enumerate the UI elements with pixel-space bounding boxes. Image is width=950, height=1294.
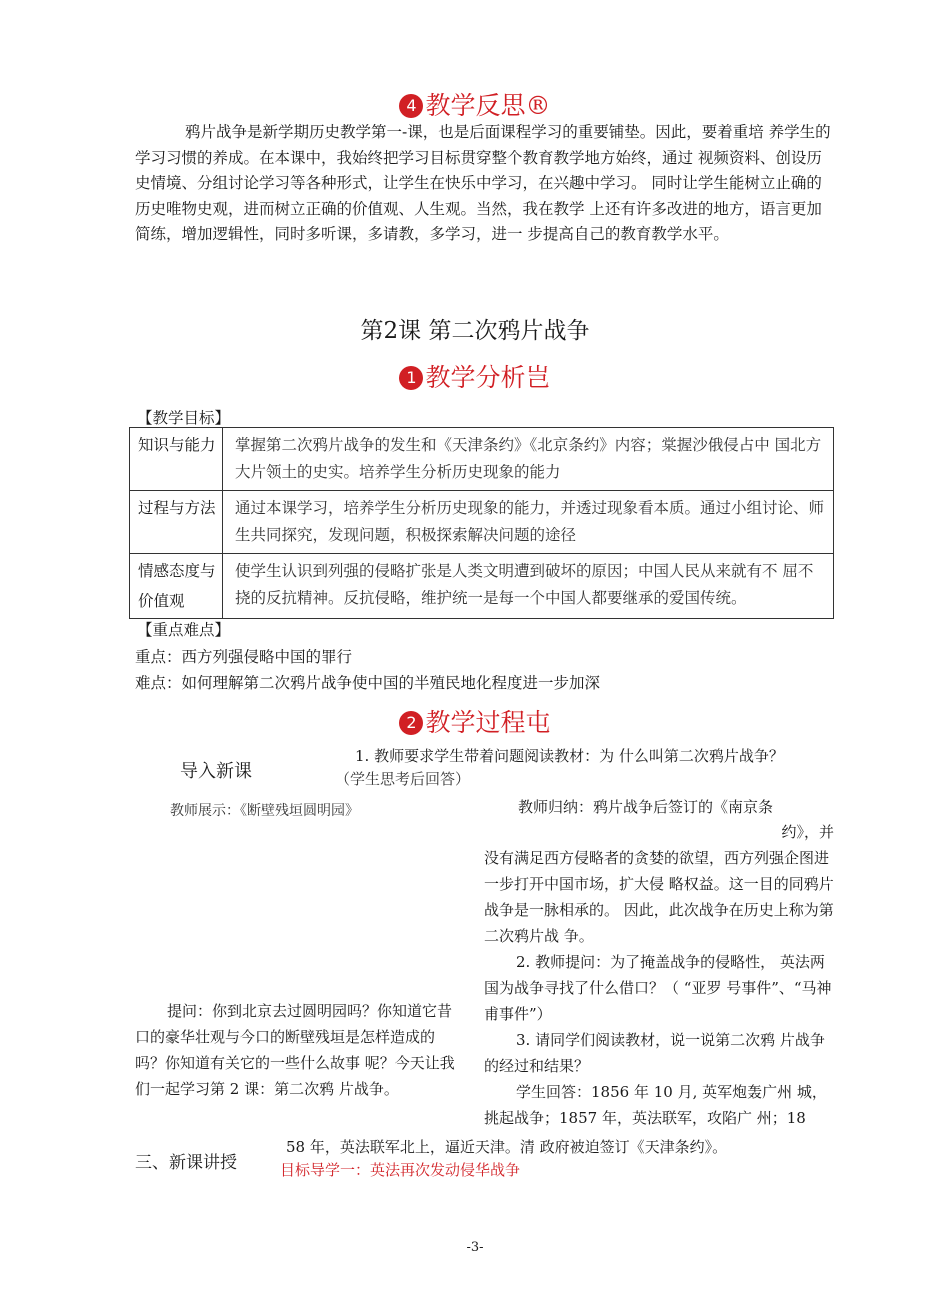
keypoints-label: 【重点难点】 xyxy=(137,621,231,639)
goal-key: 知识与能力 xyxy=(130,428,223,491)
process-heading xyxy=(0,703,950,739)
intro-question: 提问：你到北京去过圆明园吗？你知道它昔口的豪华壮观与今口的断壁残垣是怎样造成的吗？你知道有关它的一些什么故事 呢？今天让我们一起学习第 2 课：第二次鸦 片战争。 xyxy=(135,1002,455,1098)
summary-line-b: 约》，并 xyxy=(781,823,834,841)
goal-key: 过程与方法 xyxy=(130,491,223,554)
key-point: 重点：西方列强侵略中国的罪行 xyxy=(135,648,353,666)
summary-line-a: 教师归纳：鸦片战争后签订的《南京条 xyxy=(518,798,774,816)
goals-table xyxy=(129,427,834,619)
reflection-text: 鸦片战争是新学期历史教学第一-课，也是后面课程学习的重要铺垫。因此，要着重培 养学生的学习习惯的养成。在本课中，我始终把学习目标贯穿整个教育教学地方始终，通过 视频资料、创设历史情境、分组讨论学习等各种形式，让学生在快乐中学习，在兴趣中学习。 同时让学生能树立止确的历史唯物史观，进而树立正确的价值观、人生观。当然，我在教学 上还有许多改进的地方，语言更加简练，增加逻辑性，同时多听课，多请教，多学习，进一 步提高自己的教育教学水平。 xyxy=(135,123,831,243)
section-number-badge: 1 xyxy=(399,366,423,390)
page-number: -3- xyxy=(466,1240,484,1255)
guide-heading-1: 目标导学一：英法再次发动侵华战争 xyxy=(280,1161,521,1179)
table-row xyxy=(130,554,834,619)
question-1: 1. 教师要求学生带着问题阅读教材：为 什么叫第二次鸦片战争？ xyxy=(355,747,784,765)
intro-heading: 导入新课 xyxy=(180,761,252,782)
analysis-heading xyxy=(0,358,950,394)
lesson-title: 第2课 第二次鸦片战争 xyxy=(360,318,590,344)
reflection-heading xyxy=(0,86,950,122)
goal-value: 通过本课学习，培养学生分析历史现象的能力，并透过现象看本质。通过小组讨论、师生共同探究，发现问题，积极探索解决问题的途径 xyxy=(223,491,834,554)
reflection-title: 教学反思® xyxy=(425,91,551,120)
process-title: 教学过程屯 xyxy=(425,708,551,737)
goal-value: 使学生认识到列强的侵略扩张是人类文明遭到破坏的原因；中国人民从来就有不 屈不挠的反抗精神。反抗侵略，维护统一是每一个中国人都要继承的爱国传统。 xyxy=(223,554,834,619)
teacher-show: 教师展示：《断壁残垣圆明园》 xyxy=(170,803,359,819)
table-row xyxy=(130,491,834,554)
difficulty: 难点：如何理解第二次鸦片战争使中国的半殖民地化程度进一步加深 xyxy=(135,674,601,692)
goal-key: 情感态度与价值观 xyxy=(130,554,223,619)
goal-value: 掌握第二次鸦片战争的发生和《天津条约》《北京条约》内容；棠握沙俄侵占中 国北方大片领土的史实。培养学生分析历史现象的能力 xyxy=(223,428,834,491)
table-row xyxy=(130,428,834,491)
question-2: 2. 教师提问：为了掩盖战争的侵略性， 英法两国为战争寻找了什么借口？（ “亚罗 号事件”、“马神甫事件”） xyxy=(484,953,832,1023)
question-3: 3. 请同学们阅读教材，说一说第二次鸦 片战争的经过和结果？ xyxy=(484,1031,825,1075)
section-number-badge: 2 xyxy=(399,711,423,735)
summary-text: 没有满足西方侵略者的贪婪的欲望，西方列强企图进一步打开中国市场，扩大侵 略权益。这一目的同鸦片战争是一脉相承的。 因此，此次战争在历史上称为第二次鸦片战 争。 xyxy=(484,849,834,945)
analysis-title: 教学分析岂 xyxy=(425,363,551,392)
question-1-note: （学生思考后回答） xyxy=(335,770,471,788)
student-answer-cont: 58 年，英法联军北上，逼近天津。清 政府被迫签订《天津条约》。 xyxy=(286,1138,728,1156)
student-answer: 学生回答：1856 年 10 月, 英军炮轰广州 城，挑起战争；1857 年，英法联军，攻陷广 州；18 xyxy=(484,1083,827,1127)
goals-label: 【教学目标】 xyxy=(137,409,231,427)
section-number-badge: 4 xyxy=(399,94,423,118)
new-lesson-heading: 三、新课讲授 xyxy=(135,1153,237,1173)
